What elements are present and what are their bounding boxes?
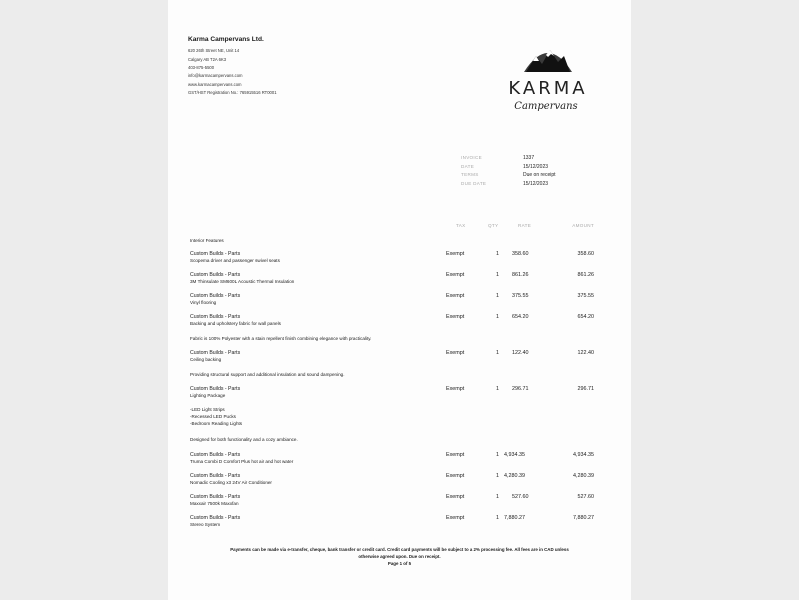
item-rate: 4,934.35 <box>504 452 525 458</box>
item-title: Custom Builds - Parts <box>190 350 241 356</box>
item-qty: 1 <box>496 494 499 500</box>
mountain-icon <box>524 50 572 72</box>
payment-terms-line: Payments can be made via e-transfer, cheque, bank transfer or credit card. Credit card payments will be subject to a 2% processing fee. All fees are in CAD unless <box>230 547 569 552</box>
item-description: Scopema driver and passenger swivel seats <box>190 258 280 263</box>
item-amount: 122.40 <box>577 350 594 356</box>
note-lighting-design: Designed for both functionality and a cozy ambiance. <box>190 437 298 442</box>
karma-logo <box>506 38 590 118</box>
item-description: Backing and upholstery fabric for wall panels <box>190 321 281 326</box>
invoice-number: 1337 <box>523 155 535 161</box>
item-amount: 375.55 <box>577 293 594 299</box>
item-amount: 358.60 <box>577 251 594 257</box>
item-rate: 122.40 <box>512 350 529 356</box>
item-description: Nomadic Cooling x3 24V Air Conditioner <box>190 480 272 485</box>
item-tax: Exempt <box>446 293 465 299</box>
item-amount: 4,934.35 <box>573 452 594 458</box>
item-rate: 358.60 <box>512 251 529 257</box>
column-header-tax: TAX <box>456 223 466 228</box>
item-description: Truma Combi D Comfort Plus hot air and hot water <box>190 459 294 464</box>
item-qty: 1 <box>496 293 499 299</box>
item-rate: 527.60 <box>512 494 529 500</box>
item-rate: 296.71 <box>512 386 529 392</box>
company-gst-number: GST/HST Registration No.: 765915516 RT0001 <box>188 90 277 95</box>
item-tax: Exempt <box>446 515 465 521</box>
meta-label-due-date: DUE DATE <box>461 181 487 186</box>
invoice-page <box>168 0 631 600</box>
item-tax: Exempt <box>446 473 465 479</box>
item-title: Custom Builds - Parts <box>190 272 241 278</box>
section-title: Interior Features <box>190 238 224 243</box>
note-fabric: Fabric is 100% Polyester with a stain repellent finish combining elegance with practicality. <box>190 336 372 341</box>
item-amount: 527.60 <box>577 494 594 500</box>
company-email: info@karmacampervans.com <box>188 73 243 78</box>
item-amount: 296.71 <box>577 386 594 392</box>
note-lighting-list-item: -LED Light Strips <box>190 407 225 412</box>
item-qty: 1 <box>496 251 499 257</box>
invoice-date: 15/12/2023 <box>523 164 549 170</box>
company-address-line: 620 26th Street NE, Unit 14 <box>188 48 240 53</box>
note-lighting-list-item: -Bedroom Reading Lights <box>190 421 243 426</box>
column-header-rate: RATE <box>518 223 532 228</box>
item-tax: Exempt <box>446 272 465 278</box>
item-rate: 861.26 <box>512 272 529 278</box>
item-rate: 654.20 <box>512 314 529 320</box>
invoice-due-date: 15/12/2023 <box>523 181 549 187</box>
item-description: Vinyl flooring <box>190 300 217 305</box>
page-number: Page 1 of 5 <box>387 561 412 566</box>
item-description: Ceiling backing <box>190 357 222 362</box>
payment-terms-line: otherwise agreed upon. Due on receipt. <box>358 554 441 559</box>
item-title: Custom Builds - Parts <box>190 314 241 320</box>
item-description: 3M Thinsulate SM600L Acoustic Thermal Insulation <box>190 279 295 284</box>
item-qty: 1 <box>496 272 499 278</box>
meta-label-invoice: INVOICE <box>461 155 482 160</box>
company-address-line: Calgary AB T2A 6K3 <box>188 57 227 62</box>
logo-script: Campervans <box>514 101 578 112</box>
item-qty: 1 <box>496 515 499 521</box>
item-title: Custom Builds - Parts <box>190 515 241 521</box>
item-title: Custom Builds - Parts <box>190 494 241 500</box>
item-description: Stereo System <box>190 522 221 527</box>
item-tax: Exempt <box>446 251 465 257</box>
logo-word: KARMA <box>508 78 588 99</box>
item-qty: 1 <box>496 473 499 479</box>
note-ceiling: Providing structural support and additional insulation and sound dampening. <box>190 372 345 377</box>
item-tax: Exempt <box>446 386 465 392</box>
item-description: Lighting Package <box>190 393 226 398</box>
invoice-terms: Due on receipt <box>523 172 556 178</box>
item-qty: 1 <box>496 386 499 392</box>
item-title: Custom Builds - Parts <box>190 452 241 458</box>
item-description: Maxxair 7500k Maxxfan <box>190 501 239 506</box>
item-qty: 1 <box>496 314 499 320</box>
column-header-qty: QTY <box>488 223 499 228</box>
item-title: Custom Builds - Parts <box>190 473 241 479</box>
item-rate: 4,280.39 <box>504 473 525 479</box>
meta-label-date: DATE <box>461 164 475 169</box>
column-header-amount: AMOUNT <box>572 223 594 228</box>
item-amount: 654.20 <box>577 314 594 320</box>
item-tax: Exempt <box>446 314 465 320</box>
note-lighting-list-item: -Recessed LED Pucks <box>190 414 236 419</box>
item-amount: 4,280.39 <box>573 473 594 479</box>
company-website: www.karmacampervans.com <box>188 82 242 87</box>
company-phone: 403-875-5500 <box>188 65 215 70</box>
company-name: Karma Campervans Ltd. <box>188 36 264 43</box>
item-qty: 1 <box>496 452 499 458</box>
item-title: Custom Builds - Parts <box>190 386 241 392</box>
item-amount: 861.26 <box>577 272 594 278</box>
meta-label-terms: TERMS <box>461 172 479 177</box>
item-title: Custom Builds - Parts <box>190 251 241 257</box>
item-tax: Exempt <box>446 452 465 458</box>
item-qty: 1 <box>496 350 499 356</box>
item-rate: 375.55 <box>512 293 529 299</box>
item-tax: Exempt <box>446 350 465 356</box>
item-tax: Exempt <box>446 494 465 500</box>
item-rate: 7,880.27 <box>504 515 525 521</box>
item-title: Custom Builds - Parts <box>190 293 241 299</box>
item-amount: 7,880.27 <box>573 515 594 521</box>
